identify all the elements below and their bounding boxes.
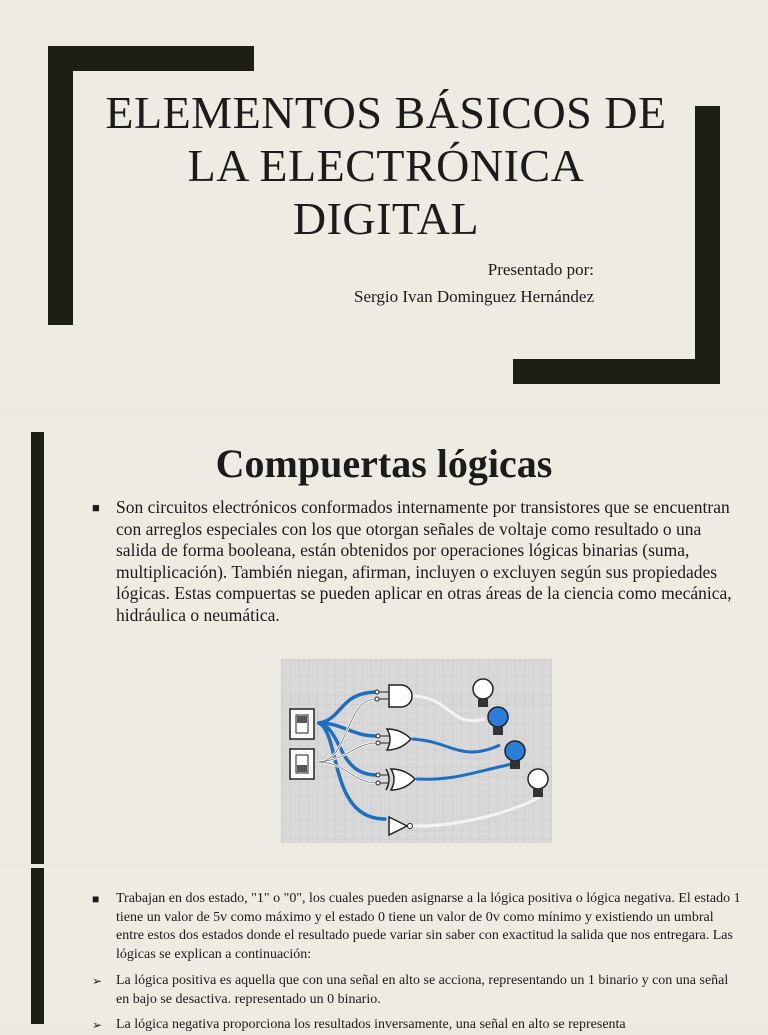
- arrow-item: [92, 972, 742, 1009]
- frame-top-bar: [48, 46, 254, 71]
- arrow-text-cut: La lógica negativa proporciona los resultados inversamente, una señal en alto se representa: [116, 1017, 626, 1032]
- accent-left-bar: [31, 432, 44, 864]
- bullet-marker: ■: [92, 500, 100, 515]
- presenter-label: Presentado por:: [487, 260, 594, 279]
- logic-levels-slide: [0, 868, 768, 1032]
- arrow-marker: ➢: [92, 974, 103, 988]
- arrow-text: La lógica positiva es aquella que con una señal en alto se acciona, representando un 1 binario y con una señal en bajo se desactiva. representado un 0 binario.: [116, 973, 729, 1007]
- logic-gates-diagram: [281, 659, 552, 843]
- slide-title: Compuertas lógicas: [215, 441, 553, 486]
- presenter-block: [354, 256, 594, 310]
- frame-right-bar: [695, 106, 720, 384]
- presentation-title: ELEMENTOS BÁSICOS DE LA ELECTRÓNICA DIGITAL: [105, 87, 667, 244]
- arrow-marker: ➢: [92, 1018, 103, 1032]
- bullet-item: [92, 890, 742, 964]
- bullet-text: Trabajan en dos estado, "1" o "0", los cuales pueden asignarse a la lógica positiva o lógica negativa. El estado 1 tiene un valor de 5v como máximo y el estado 0 tiene un valor de 0v como mínimo y existiendo un umbral entre estos dos estados donde el resultado puede variar sin saber con exactitud la salida que nos entregara. Las lógicas se explican a continuación:: [116, 891, 741, 962]
- frame-left-bar: [48, 46, 73, 325]
- switch-icon: [290, 709, 314, 739]
- arrow-item: [92, 1016, 742, 1035]
- switch-icon: [290, 749, 314, 779]
- title-slide: [0, 0, 768, 408]
- bullet-marker: ■: [92, 892, 100, 906]
- presenter-name: Sergio Ivan Dominguez Hernández: [354, 287, 594, 306]
- frame-bottom-bar: [513, 359, 720, 384]
- accent-left-bar: [31, 868, 44, 1024]
- bullet-text: Son circuitos electrónicos conformados internamente por transistores que se encuentran con arreglos especiales con los que otorgan señales de voltaje como resultado o una salida de forma booleana, están obtenidos por operaciones lógicas binarias (suma, multiplicación). También niegan, afirman, incluyen o excluyen según sus propiedades lógicas. Estas compuertas se pueden aplicar en otras áreas de la ciencia como mecánica, hidráulica o neumática.: [116, 497, 732, 625]
- bullet-item: [92, 497, 742, 626]
- logic-gates-slide: [0, 416, 768, 864]
